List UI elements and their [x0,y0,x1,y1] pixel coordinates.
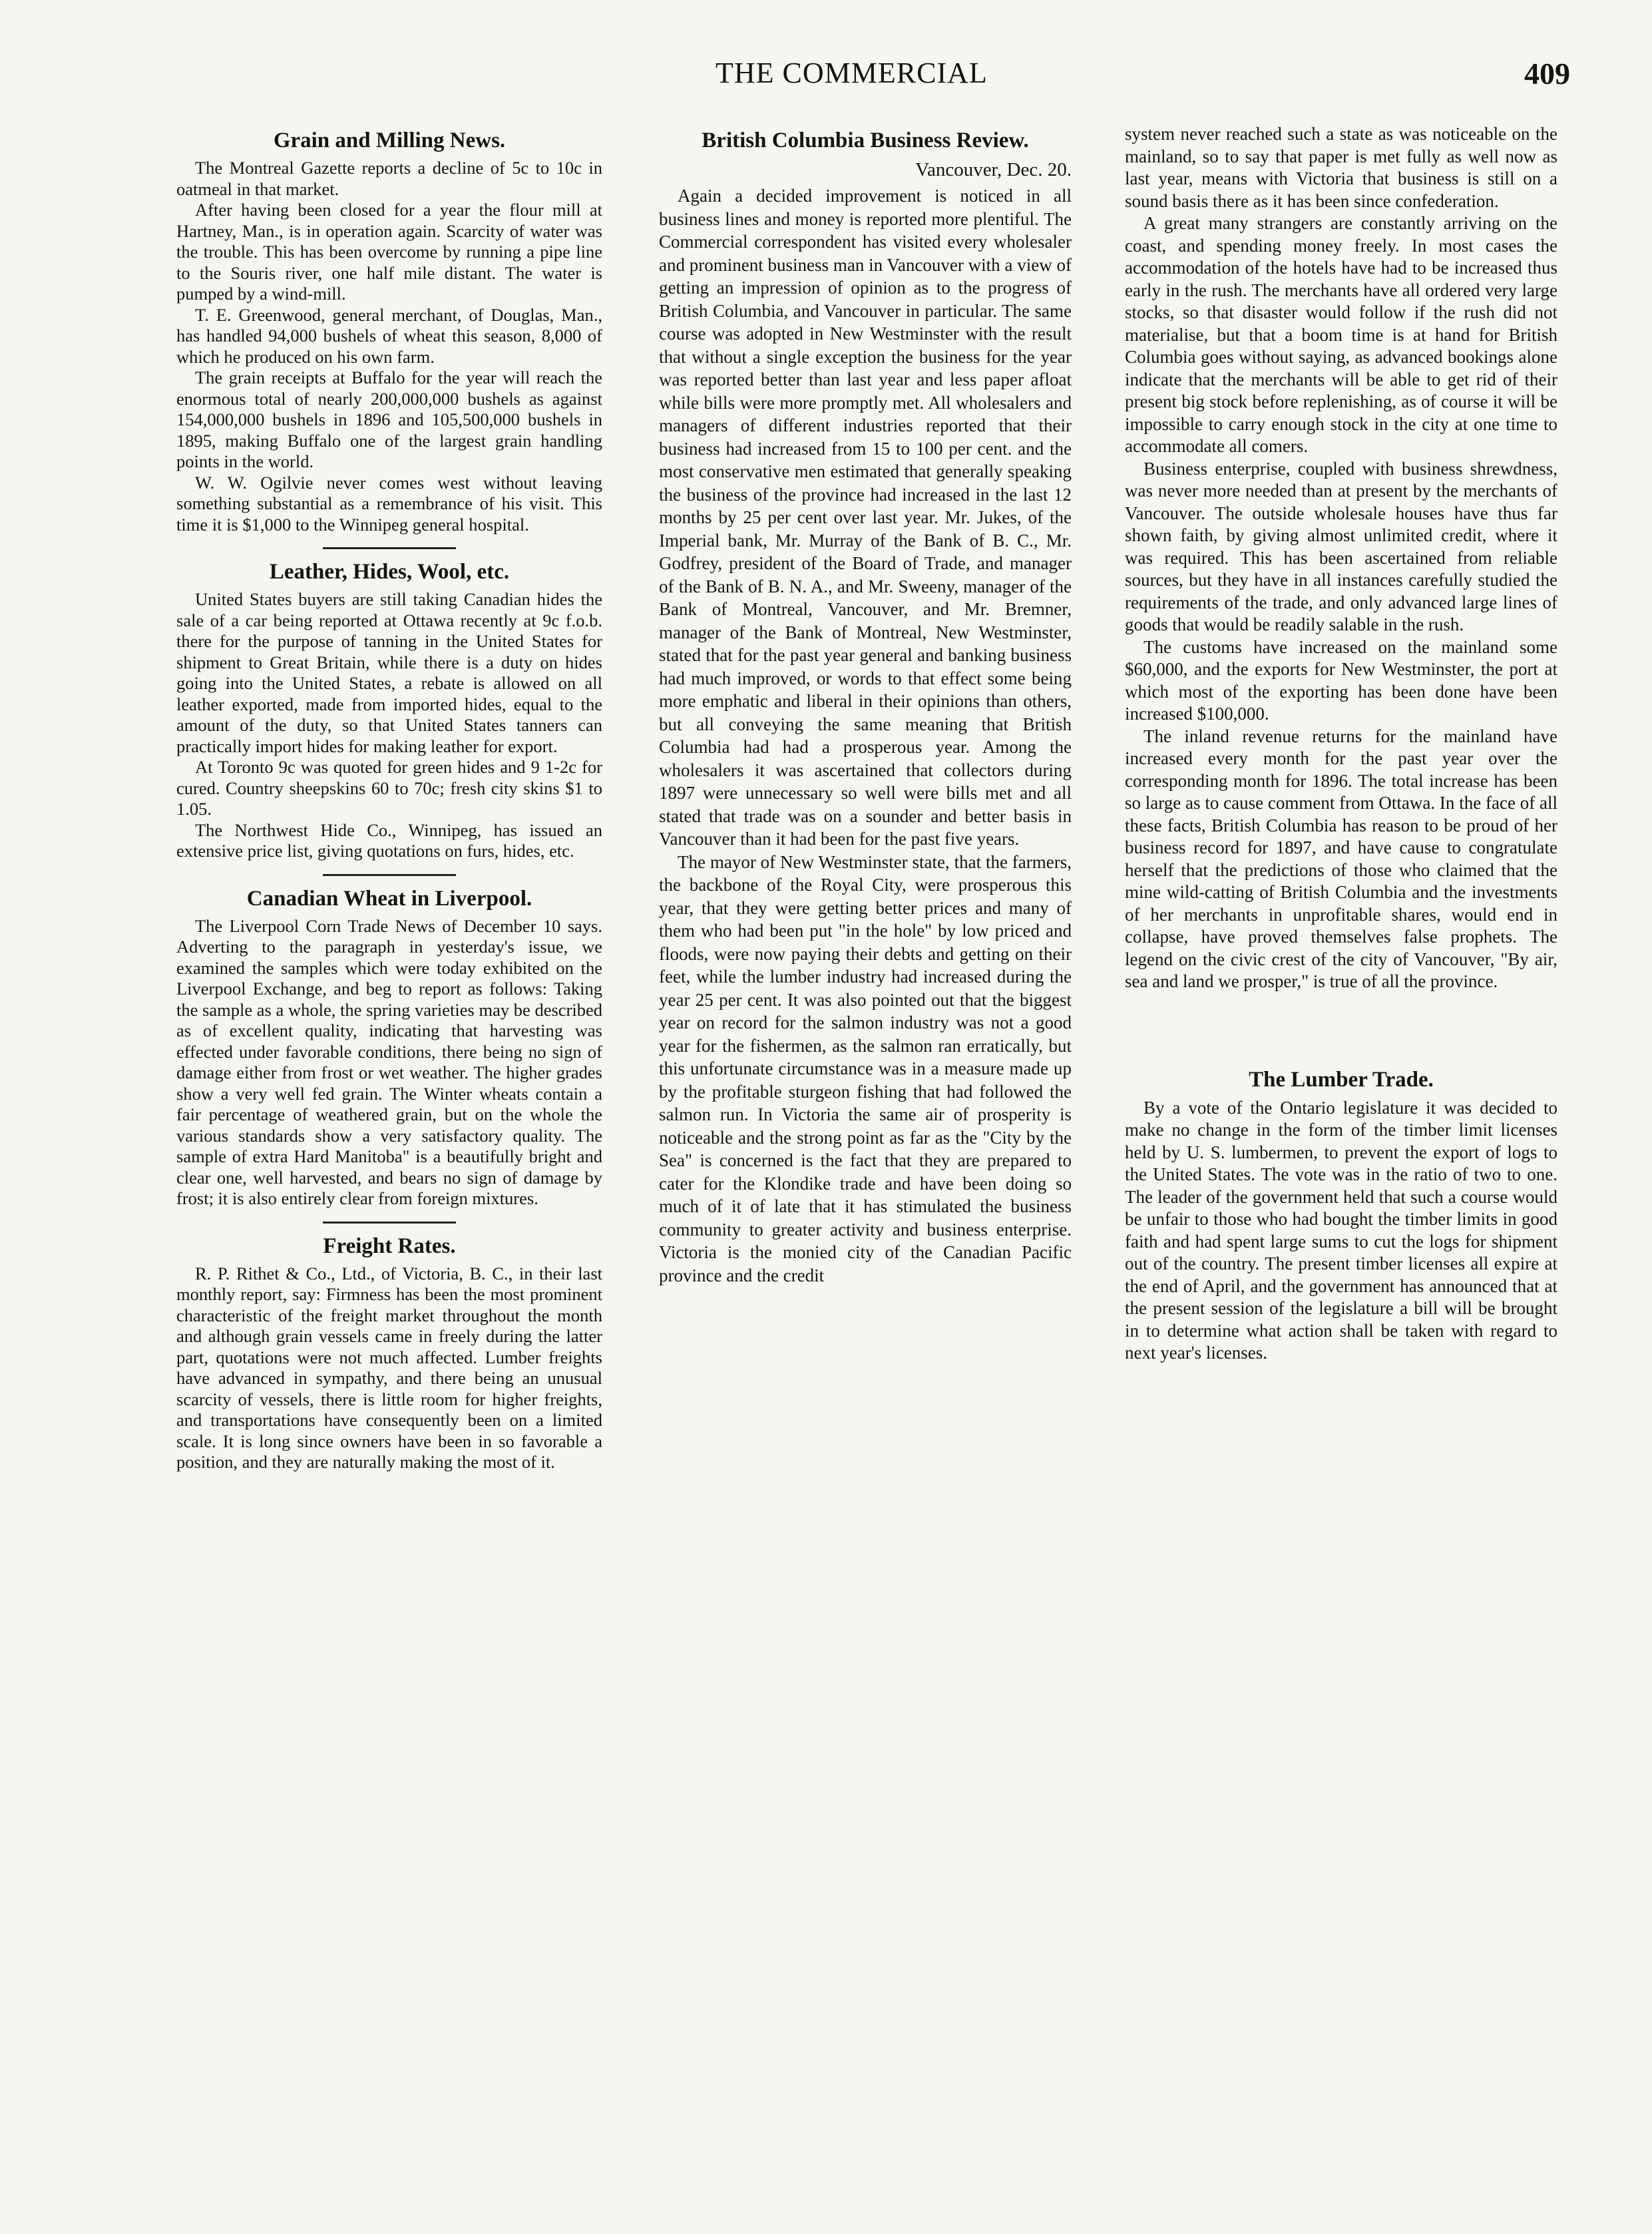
section-divider [323,874,456,876]
paragraph: After having been closed for a year the flour mill at Hartney, Man., is in operation again. Scarcity of water was the trouble. This has been overcome by running a pipe line to the Souris river, one half mile distant. The water is pumped by a wind-mill. [176,200,602,304]
paragraph: United States buyers are still taking Canadian hides the sale of a car being reported at Ottawa recently at 9c f.o.b. there for the purpose of tanning in the United States for shipment to Great Britain, while there is a duty on hides going into the United States, a rebate is allowed on all leather exported, made from imported hides, equal to the amount of the duty, so that United States tanners can practically import hides for making leather for export. [176,589,602,756]
section-divider [323,1222,456,1224]
paragraph: The customs have increased on the mainland some $60,000, and the exports for New Westminster, the port at which most of the exporting has been done have been increased $100,000. [1125,636,1557,724]
paragraph: The Liverpool Corn Trade News of December 10 says. Adverting to the paragraph in yesterday's issue, we examined the samples which were today exhibited on the Liverpool Exchange, and beg to report as follows: Taking the sample as a whole, the spring varieties may be described as of excellent quality, indicating that harvesting was effected under favorable conditions, there being no sign of damage either from frost or wet weather. The higher grades show a very well fed grain. The Winter wheats contain a fair percentage of weathered grain, but on the whole the various standards show a very satisfactory quality. The sample of extra Hard Manitoba" is a beautifully bright and clear one, well harvested, and bears no sign of damage by frost; it is also entirely clear from foreign mixtures. [176,915,602,1208]
paragraph: W. W. Ogilvie never comes west without leaving something substantial as a remembrance of his visit. This time it is $1,000 to the Winnipeg general hospital. [176,472,602,535]
article-heading: Leather, Hides, Wool, etc. [269,560,510,584]
paragraph: The grain receipts at Buffalo for the year will reach the enormous total of nearly 200,000,000 bushels as against 154,000,000 bushels in 1896 and 105,500,000 bushels in 1895, making Buffalo one of the largest grain handling points in the world. [176,367,602,471]
article-bc-business-review-continued [1125,123,1557,993]
paragraph: By a vote of the Ontario legislature it was decided to make no change in the form of the timber limit licenses held by U. S. lumbermen, to prevent the export of logs to the United States. The vote was in the ratio of two to one. The leader of the government held that such a course would be unfair to those who had bought the timber limits in good faith and had spent large sums to cut the logs for shipment out of the country. The present timber licenses all expire at the end of April, and the government has announced that at the present session of the legislature a bill will be brought in to determine what action shall be taken with regard to next year's licenses. [1125,1097,1557,1363]
paragraph: Business enterprise, coupled with business shrewdness, was never more needed than at present by the merchants of Vancouver. The outside wholesale houses have thus far shown faith, by giving almost unlimited credit, where it was required. This has been ascertained from reliable sources, but they have in all instances carefully studied the requirements of the trade, and only advanced large lines of goods that would be readily salable in the rush. [1125,458,1557,634]
column-1 [176,123,602,1482]
paragraph: The mayor of New Westminster state, that the farmers, the backbone of the Royal City, were prosperous this year, that they were getting better prices and many of them who had been put "in the hole" by low priced and floods, were now paying their debts and getting on their feet, while the lumber industry had increased during the year 25 per cent. It was also pointed out that the biggest year on record for the salmon industry was not a good year for the fishermen, as the salmon ran erratically, but this unfortunate circumstance was in a measure made up by the profitable sturgeon fishing that had followed the salmon run. In Victoria the same air of prosperity is noticeable and the strong point as far as the "City by the Sea" is concerned is the fact that they are prepared to cater for the Klondike trade and have been doing so much of it of late that it has stimulated the business community to greater activity and business enterprise. Victoria is the monied city of the Canadian Pacific province and the credit [659,851,1072,1285]
paragraph: T. E. Greenwood, general merchant, of Douglas, Man., has handled 94,000 bushels of wheat this season, 8,000 of which he produced on his own farm. [176,304,602,367]
dateline: Vancouver, Dec. 20. [915,159,1072,180]
article-heading: Canadian Wheat in Liverpool. [246,886,532,911]
column-2 [659,123,1072,1296]
page-number: 409 [1524,57,1570,91]
paragraph: The Montreal Gazette reports a decline of 5c to 10c in oatmeal in that market. [176,158,602,199]
article-canadian-wheat [176,885,602,1210]
article-grain-milling [176,127,602,535]
paragraph: system never reached such a state as was noticeable on the mainland, so to say that paper is met fully as well now as last year, means with Victoria that business is still on a sound basis there as it has been since confederation. [1125,124,1557,211]
article-freight-rates [176,1233,602,1473]
paragraph: A great many strangers are constantly arriving on the coast, and spending money freely. In most cases the accommodation of the hotels have had to be increased thus early in the rush. The merchants have all ordered very large stocks, so that disaster would follow if the rush did not materialise, but that a boom time is at hand for British Columbia goes without saying, as advanced bookings alone indicate that the merchants will be able to get rid of their present big stock before replenishing, as of course it will be impossible to carry enough stock in the city at one time to accommodate all comers. [1125,213,1557,456]
spacer [1125,1003,1557,1062]
paragraph: The inland revenue returns for the mainland have increased every month for the past year over the corresponding month for 1896. The total increase has been so large as to cause comment from Ottawa. In the face of all these facts, British Columbia has reason to be proud of her business record for 1897, and have cause to congratulate herself that the predictions of those who claimed that the mine wild-catting of British Columbia and the investments of her merchants in unprofitable shares, would end in collapse, have proved themselves false prophets. The legend on the civic crest of the city of Vancouver, "By air, sea and land we prosper," is true of all the province. [1125,726,1557,991]
article-heading: British Columbia Business Review. [702,128,1029,152]
article-heading: Grain and Milling News. [273,128,506,152]
section-divider [323,547,456,549]
article-heading: The Lumber Trade. [1249,1067,1434,1092]
article-heading: Freight Rates. [323,1233,456,1258]
column-3 [1125,123,1557,1374]
page-header [0,56,1652,103]
paragraph: At Toronto 9c was quoted for green hides and 9 1-2c for cured. Country sheepskins 60 to 70c; fresh city skins $1 to 1.05. [176,757,602,819]
paragraph: The Northwest Hide Co., Winnipeg, has issued an extensive price list, giving quotations on furs, hides, etc. [176,819,602,861]
masthead-title: THE COMMERCIAL [716,57,988,89]
article-lumber-trade [1125,1066,1557,1365]
article-leather-hides [176,558,602,862]
paragraph: R. P. Rithet & Co., Ltd., of Victoria, B. C., in their last monthly report, say: Firmness has been the most prominent characteristic of the freight market throughout the month and although grain vessels came in freely during the latter part, quotations were not much affected. Lumber freights have advanced in sympathy, and there being an unusual scarcity of vessels, there is little room for higher freights, and transportations have consequently been on a limited scale. It is long since owners have been in so favorable a position, and they are naturally making the most of it. [176,1263,602,1472]
paragraph: Again a decided improvement is noticed in all business lines and money is reported more plentiful. The Commercial correspondent has visited every wholesaler and prominent business man in Vancouver with a view of getting an impression of opinion as to the progress of British Columbia, and Vancouver in particular. The same course was adopted in New Westminster with the result that without a single exception the business for the year was reported better than last year and less paper afloat while bills were more promptly met. All wholesalers and managers of different industries reported that their business had increased from 15 to 100 per cent. and the most conservative men estimated that generally speaking the business of the province had increased in the last 12 months by 25 per cent over last year. Mr. Jukes, of the Imperial bank, Mr. Murray of the Bank of B. C., Mr. Godfrey, president of the Board of Trade, and manager of the Bank of B. N. A., and Mr. Sweeny, manager of the Bank of Montreal, Vancouver, and Mr. Bremner, manager of the Bank of Montreal, New Westminster, stated that for the past year general and banking business had much improved, or words to that effect some being more emphatic and liberal in their opinions than others, but all conveying the same meaning that British Columbia had had a prosperous year. Among the wholesalers it was ascertained that collectors during 1897 were unnecessary so well were bills met and all stated that trade was on a sounder and better basis in Vancouver than it had been for the past five years. [659,186,1072,849]
article-bc-business-review [659,127,1072,1287]
